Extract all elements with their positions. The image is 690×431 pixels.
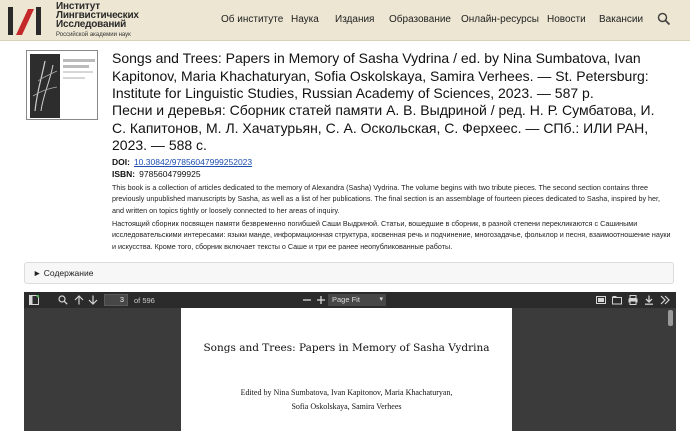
- pdf-page-title: Songs and Trees: Papers in Memory of Sasha Vydrina: [203, 342, 490, 354]
- nav-science[interactable]: Наука: [291, 14, 319, 25]
- doi-row: [112, 157, 252, 167]
- print-icon[interactable]: [628, 295, 638, 305]
- zoom-value: Page Fit: [332, 295, 360, 304]
- contents-toggle[interactable]: [24, 262, 674, 284]
- chevron-double-right-icon[interactable]: [660, 295, 670, 305]
- abstract-en: This book is a collection of articles dedicated to the memory of Alexandra (Sasha) Vydrina. The volume begins with two tribute pieces. The second section contains three previously unpublished manuscripts by Sasha, as well as a list of her publications. The final section is an assemblage of fourteen pieces dedicated to Sasha, inspired by her, and written on topics tightly or loosely connected to her areas of inquiry.: [112, 183, 661, 215]
- book-title-ru: Песни и деревья: Сборник статей памяти А. В. Выдриной / ред. Н. Р. Сумбатова, И. С. Капитонов, М. Л. Хачатурьян, С. А. Оскольская, С. Ферхеес. — СПб.: ИЛИ РАН, 2023. — 588 с.: [112, 102, 655, 153]
- doi-label: DOI:: [112, 157, 130, 167]
- nav-news[interactable]: Новости: [547, 14, 586, 25]
- book-cover[interactable]: [26, 50, 98, 120]
- isbn-label: ISBN:: [112, 169, 136, 179]
- page-number-input[interactable]: 3: [104, 294, 128, 306]
- logo-text: [56, 2, 139, 40]
- book-cover-icon: [27, 51, 98, 120]
- abstract-ru: Настоящий сборник посвящен памяти безвременно погибшей Саши Выдриной. Статьи, вошедшие в сборник, в разной степени перекликаются с Сашиными исследовательскими интересами: языки манде, информационная структура, косвенная речь и подчинение, многозадачье, фольклор и песня, взаимоотношение науки и искусства. Кроме того, сборник включает тексты о Саше и три ее ранее неопубликованные работы.: [112, 219, 671, 251]
- presentation-icon[interactable]: [596, 295, 606, 305]
- minus-icon[interactable]: [302, 295, 312, 305]
- pdf-toolbar: [24, 292, 676, 308]
- nav-online-resources[interactable]: Онлайн-ресурсы: [461, 14, 539, 25]
- pdf-viewer[interactable]: [24, 292, 676, 431]
- nav-about[interactable]: Об институте: [221, 14, 284, 25]
- site-header: [0, 0, 690, 41]
- nav-vacancies[interactable]: Вакансии: [599, 14, 644, 25]
- isbn-value: 9785604799925: [139, 169, 201, 179]
- nav-publications[interactable]: Издания: [335, 14, 375, 25]
- zoom-select[interactable]: [328, 294, 386, 306]
- arrow-down-icon[interactable]: [88, 295, 98, 305]
- book-title-en: Songs and Trees: Papers in Memory of Sasha Vydrina / ed. by Nina Sumbatova, Ivan Kapitonov, Maria Khachaturyan, Sofia Oskolskaya, Samira Verhees. — St. Petersburg: Institute for Linguistic Studies, Russian Academy of Sciences, 2023. — 587 p.: [112, 50, 649, 101]
- institute-logo[interactable]: [6, 1, 146, 38]
- plus-icon[interactable]: [316, 295, 326, 305]
- arrow-up-icon[interactable]: [74, 295, 84, 305]
- isbn-row: [112, 169, 201, 179]
- search-icon[interactable]: [657, 12, 671, 26]
- page-total: of 596: [134, 296, 155, 305]
- pdf-page-editors: [181, 386, 512, 414]
- search-icon[interactable]: [58, 295, 68, 305]
- contents-label: ► Содержание: [33, 268, 94, 278]
- logo-line-2: Лингвистических: [56, 10, 139, 21]
- logo-line-1: Институт: [56, 1, 100, 12]
- chevron-down-icon: ▾: [379, 296, 383, 303]
- download-icon[interactable]: [644, 295, 654, 305]
- pdf-editors-line-2: Sofia Oskolskaya, Samira Verhees: [291, 402, 402, 411]
- logo-subtitle: Российской академии наук: [56, 32, 131, 38]
- pdf-scrollbar-thumb[interactable]: [668, 310, 673, 326]
- logo-mark-icon: [6, 5, 50, 37]
- logo-line-3: Исследований: [56, 19, 127, 30]
- open-file-icon[interactable]: [612, 295, 622, 305]
- sidebar-toggle-icon[interactable]: [29, 295, 39, 305]
- pdf-editors-line-1: Edited by Nina Sumbatova, Ivan Kapitonov, Maria Khachaturyan,: [240, 388, 453, 397]
- nav-education[interactable]: Образование: [389, 14, 451, 25]
- pdf-page: [181, 308, 512, 431]
- doi-link[interactable]: 10.30842/97856047999252023: [133, 157, 253, 167]
